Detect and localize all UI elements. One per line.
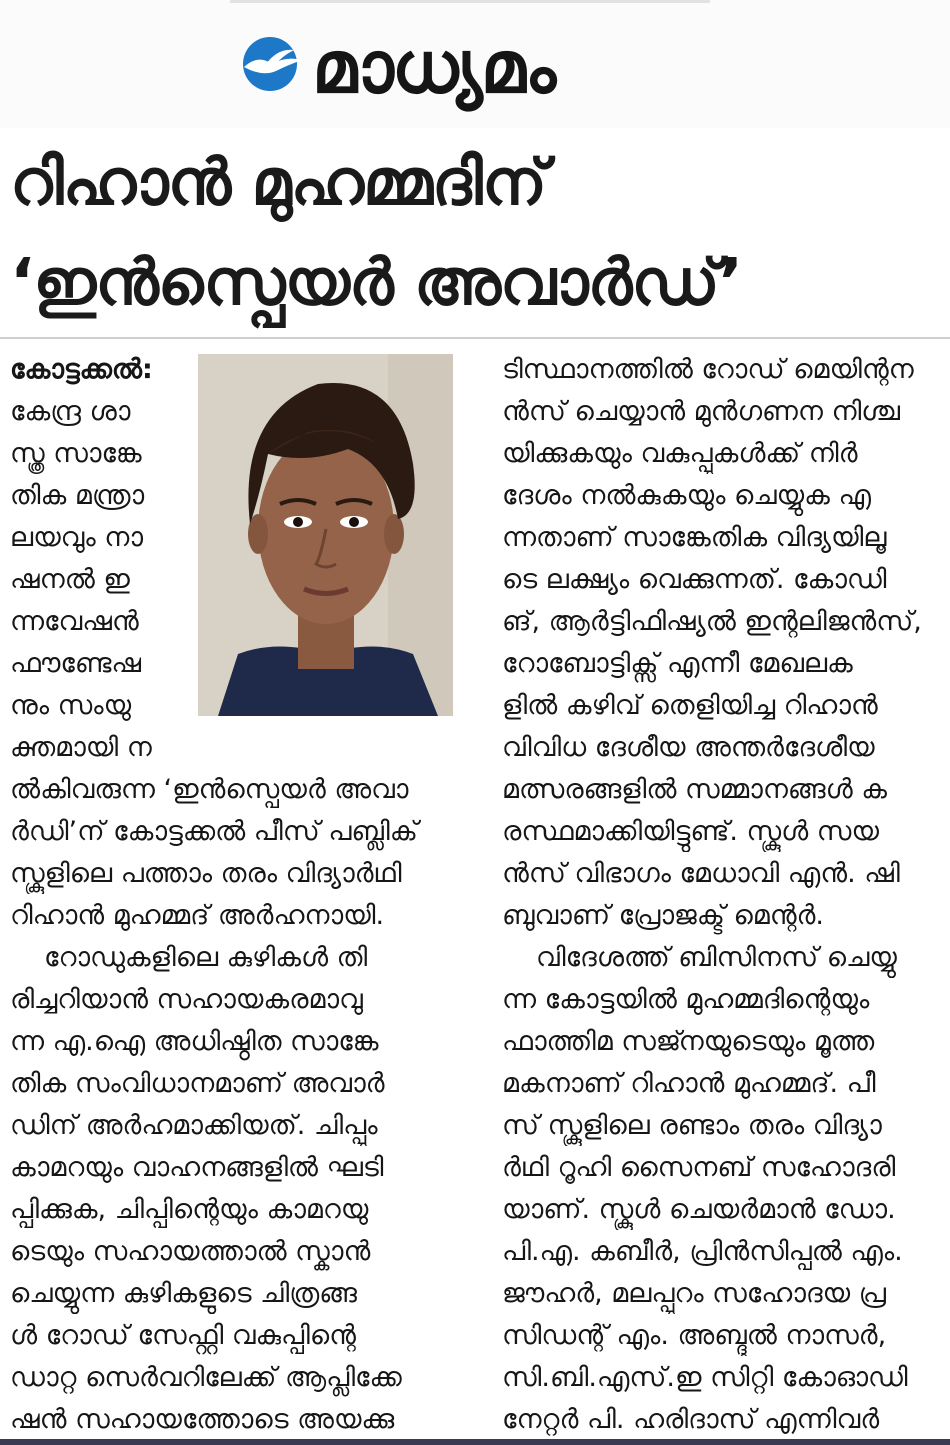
article-line: ടെ ലക്ഷ്യം വെക്കുന്നത്. കോഡി (502, 564, 887, 595)
article-line: വിദേശത്ത് ബിസിനസ് ചെയ്യു (536, 942, 897, 973)
article-line: സ് സ്കൂളിലെ രണ്ടാം തരം വിദ്യാ (502, 1110, 882, 1141)
article-line: ജൗഹർ, മലപ്പുറം സഹോദയ പ്ര (502, 1278, 886, 1309)
bird-emblem-icon (236, 34, 308, 94)
newspaper-logo-text: മാധ്യമം (312, 25, 555, 109)
article-line: സിഡന്റ് എം. അബ്ദുൽ നാസർ, (502, 1320, 887, 1351)
article-line: ർഥി റൂഹി സൈനബ് സഹോദരി (502, 1152, 896, 1183)
article-line: പി.എ. കബീർ, പ്രിൻസിപ്പൽ എം. (502, 1236, 903, 1267)
bottom-edge-bar (0, 1439, 950, 1445)
article-line: കാമറയും വാഹനങ്ങളിൽ ഘടി (10, 1152, 384, 1183)
article-line: ഷനൽ ഇ (10, 564, 130, 595)
article-line: കേന്ദ്ര ശാ (10, 396, 131, 427)
article-line: ഡിന് അർഹമാക്കിയത്. ചിപ്പും (10, 1110, 378, 1141)
article-line: രിച്ചറിയാൻ സഹായകരമാവു (10, 984, 363, 1015)
article-line: ടെയും സഹായത്താൽ സ്കാൻ (10, 1236, 371, 1267)
article-dateline: കോട്ടക്കൽ: (10, 354, 153, 385)
article-line: ദേശം നൽകുകയും ചെയ്യുക എ (502, 480, 871, 511)
article-line: ർഡി’ന് കോട്ടക്കൽ പീസ് പബ്ലിക് (10, 816, 418, 847)
article-line: ഷൻ സഹായത്തോടെ അയക്കു (10, 1404, 395, 1435)
article-line: വിവിധ ദേശീയ അന്തർദേശീയ (502, 732, 875, 763)
article-line: പ്പിക്കുക, ചിപ്പിന്റെയും കാമറയു (10, 1194, 369, 1225)
article-line: റോഡുകളിലെ കുഴികൾ തി (44, 942, 368, 973)
article-line: ടിസ്ഥാനത്തിൽ റോഡ് മെയിന്റന (502, 354, 914, 385)
article-line: ന്ന കോട്ടയിൽ മുഹമ്മദിന്റെയും (502, 984, 870, 1015)
article-line: ലയവും നാ (10, 522, 143, 553)
article-line: സ്കൂളിലെ പത്താം തരം വിദ്യാർഥി (10, 858, 402, 889)
article-line: ളിൽ കഴിവ് തെളിയിച്ച റിഹാൻ (502, 690, 878, 721)
article-line: ൻസ് വിഭാഗം മേധാവി എൻ. ഷി (502, 858, 900, 889)
article-line: തിക മന്ത്രാ (10, 480, 145, 511)
portrait-photo (198, 354, 453, 716)
article-line: യിക്കുകയും വകുപ്പുകൾക്ക് നിർ (502, 438, 858, 469)
masthead-top-rule (230, 0, 710, 3)
article-line: റോബോട്ടിക്സ് എന്നീ മേഖലക (502, 648, 853, 679)
article-line: ൾ റോഡ് സേഫ്റ്റി വകുപ്പിന്റെ (10, 1320, 357, 1351)
article-line: മകനാണ് റിഹാൻ മുഹമ്മദ്. പീ (502, 1068, 876, 1099)
article-line: രസ്ഥമാക്കിയിട്ടുണ്ട്. സ്കൂൾ സയ (502, 816, 880, 847)
article-line: റിഹാൻ മുഹമ്മദ് അർഹനായി. (10, 900, 385, 931)
article-line: ന്നതാണ് സാങ്കേതിക വിദ്യയിലൂ (502, 522, 887, 553)
article-line: യാണ്. സ്കൂൾ ചെയർമാൻ ഡോ. (502, 1194, 896, 1225)
article-line: തിക സംവിധാനമാണ് അവാർ (10, 1068, 385, 1099)
article-line: ഫൗണ്ടേഷ (10, 648, 142, 679)
article-line: ൻസ് ചെയ്യാൻ മുൻഗണന നിശ്ച (502, 396, 901, 427)
article-line: ക്തമായി ന (10, 732, 152, 763)
article-line: സ്ത്ര സാങ്കേ (10, 438, 142, 469)
article-line: മത്സരങ്ങളിൽ സമ്മാനങ്ങൾ ക (502, 774, 888, 805)
article-line: ൽകിവരുന്ന ‘ഇൻസ്പെയർ അവാ (10, 774, 409, 805)
article-line: നേറ്റർ പി. ഹരിദാസ് എന്നിവർ (502, 1404, 880, 1435)
headline-line-2: ‘ഇൻസ്പെയർ അവാർഡ്’ (10, 246, 743, 320)
article-line: സി.ബി.എസ്.ഇ സിറ്റി കോഓഡി (502, 1362, 908, 1393)
headline-line-1: റിഹാൻ മുഹമ്മദിന് (10, 146, 546, 220)
article-line: ങ്, ആർട്ടിഫിഷ്യൽ ഇന്റലിജൻസ്, (502, 606, 922, 637)
article-line: ന്നവേഷൻ (10, 606, 139, 637)
article-line: ചെയ്യുന്ന കുഴികളുടെ ചിത്രങ്ങ (10, 1278, 357, 1309)
article-line: ഫാത്തിമ സജ്നയുടെയും മൂത്ത (502, 1026, 875, 1057)
article-line: ഡാറ്റ സെർവറിലേക്ക് ആപ്ലിക്കേ (10, 1362, 402, 1393)
article-line: ന്ന എ.ഐ അധിഷ്ഠിത സാങ്കേ (10, 1026, 379, 1057)
headline-divider (0, 337, 950, 339)
masthead (0, 0, 950, 128)
article-line: നും സംയു (10, 690, 132, 721)
article-line: ബുവാണ് പ്രോജക്ട് മെന്റർ. (502, 900, 825, 931)
